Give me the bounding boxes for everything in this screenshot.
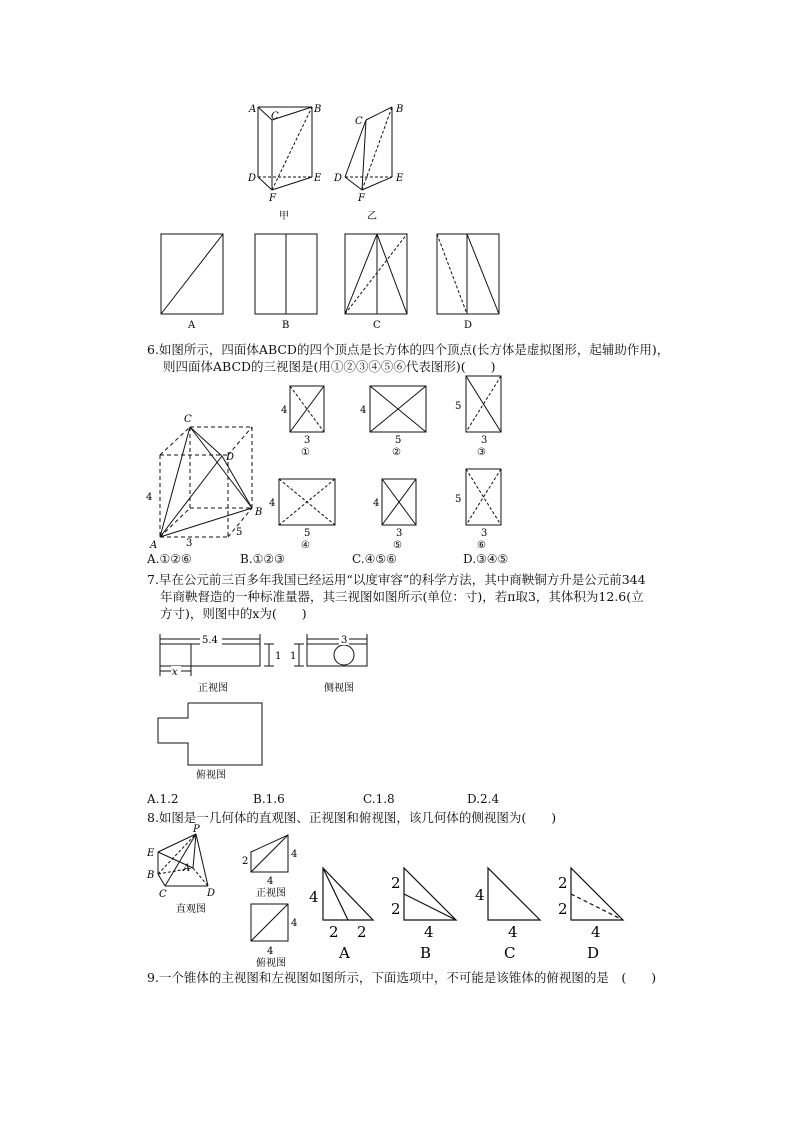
view-width: 3 (481, 435, 488, 446)
dimension-label: 1 (290, 651, 297, 662)
view-height: 4 (360, 405, 367, 416)
vertex-label: B (255, 507, 263, 518)
view-symbol: ⑤ (393, 540, 402, 551)
dimension-label: 2 (391, 874, 401, 892)
question-7-line-1: 7.早在公元前三百多年我国已经运用“以度审容”的科学方法，其中商鞅铜方升是公元前344 (147, 572, 646, 587)
question-8-line-1: 8.如图是一几何体的直观图、正视图和俯视图，该几何体的侧视图为( ) (147, 810, 557, 825)
vertex-label: D (226, 452, 235, 463)
dimension-label: 2 (558, 874, 568, 892)
view-width: 3 (396, 528, 403, 539)
view-caption: 俯视图 (196, 770, 226, 781)
dimension-label: 3 (341, 635, 348, 646)
q8-solid-figure (143, 822, 228, 917)
question-6-line-2: 则四面体ABCD的三视图是(用①②③④⑤⑥代表图形)( ) (163, 359, 496, 374)
view-caption: 正视图 (256, 888, 286, 899)
view-height: 4 (269, 498, 276, 509)
dimension-label: 4 (267, 876, 274, 887)
view-symbol: ① (301, 447, 310, 458)
vertex-label: C (159, 889, 167, 900)
view-height: 5 (455, 494, 462, 505)
q6-view-3 (453, 372, 508, 457)
view-symbol: ② (392, 447, 401, 458)
option-label: D (464, 320, 473, 331)
vertex-label: D (248, 173, 257, 184)
figure-caption: 甲 (279, 211, 289, 222)
view-caption: 俯视图 (256, 958, 286, 969)
vertex-label: A (249, 104, 257, 115)
q7-option-a: A.1.2 (147, 792, 179, 806)
view-caption: 侧视图 (324, 683, 354, 694)
vertex-label: A (150, 540, 158, 551)
q6-option-b: B.①②③ (240, 552, 285, 566)
q8-top-view (238, 900, 303, 970)
view-height: 4 (373, 498, 380, 509)
view-width: 5 (395, 435, 402, 446)
q5-figure-jia (240, 95, 330, 225)
dimension-label: 4 (291, 918, 298, 929)
vertex-label: F (269, 193, 276, 204)
q7-option-b: B.1.6 (253, 792, 285, 806)
vertex-label: B (147, 870, 155, 881)
question-9-line-1: 9.一个锥体的主视图和左视图如图所示，下面选项中，不可能是该锥体的俯视图的是 ( ) (147, 970, 657, 985)
choice-letter: C (504, 944, 516, 962)
dimension-label: 4 (309, 888, 319, 906)
dimension-label: 4 (146, 492, 153, 503)
question-7-line-2: 年商鞅督造的一种标准量器，其三视图如图所示(单位：寸)，若π取3，其体积为12.6(立 (160, 589, 644, 604)
q7-option-c: C.1.8 (363, 792, 395, 806)
q7-option-d: D.2.4 (467, 792, 500, 806)
dimension-label: 4 (508, 923, 518, 941)
q5-options (155, 230, 515, 335)
dimension-label: 4 (591, 923, 601, 941)
q8-front-view (238, 828, 303, 900)
dimension-label: 4 (424, 923, 434, 941)
choice-letter: A (339, 944, 350, 962)
question-7-line-3: 方寸)，则图中的x为( ) (160, 606, 307, 621)
vertex-label: D (334, 173, 343, 184)
view-height: 4 (281, 405, 288, 416)
dimension-label: 1 (275, 651, 282, 662)
view-width: 3 (481, 528, 488, 539)
q8-choice-a (305, 860, 380, 960)
view-symbol: ⑥ (477, 540, 486, 551)
vertex-label: P (193, 824, 200, 835)
vertex-label: F (358, 193, 365, 204)
q5-figure-yi (330, 95, 420, 225)
q6-view-5 (372, 475, 422, 555)
vertex-label: D (207, 888, 216, 899)
q6-cuboid-figure (140, 410, 270, 550)
choice-letter: D (587, 944, 600, 962)
vertex-label: E (147, 848, 155, 859)
vertex-label: B (314, 104, 322, 115)
dimension-label: 4 (291, 849, 298, 860)
q6-view-1 (280, 382, 330, 457)
option-label: C (373, 320, 381, 331)
view-width: 5 (304, 528, 311, 539)
view-height: 5 (455, 401, 462, 412)
dimension-label: 4 (475, 886, 485, 904)
dimension-label: 5.4 (202, 635, 218, 646)
vertex-label: B (396, 104, 404, 115)
option-label: B (282, 320, 290, 331)
dimension-label: 3 (186, 538, 193, 549)
q6-option-a: A.①②⑥ (147, 552, 192, 566)
view-width: 3 (304, 435, 311, 446)
dimension-label: 2 (329, 923, 339, 941)
vertex-label: E (314, 173, 322, 184)
dimension-label: 2 (391, 900, 401, 918)
vertex-label: C (271, 111, 279, 122)
option-label: A (188, 320, 196, 331)
choice-letter: B (420, 944, 432, 962)
q7-side-view (290, 630, 375, 695)
dimension-label: 5 (236, 527, 243, 538)
q6-view-2 (358, 382, 433, 457)
vertex-label: C (184, 414, 192, 425)
view-symbol: ④ (301, 540, 310, 551)
question-6-line-1: 6.如图所示，四面体ABCD的四个顶点是长方体的四个顶点(长方体是虚拟图形，起辅助作用)， (147, 342, 670, 357)
vertex-label: C (355, 116, 363, 127)
q8-choice-b (388, 860, 463, 960)
figure-caption: 乙 (367, 211, 377, 222)
dimension-label: 2 (357, 923, 367, 941)
q6-option-c: C.④⑤⑥ (352, 552, 397, 566)
view-caption: 正视图 (198, 683, 228, 694)
dimension-label: x (172, 667, 178, 678)
q6-view-4 (267, 475, 342, 555)
vertex-label: A (183, 863, 191, 874)
dimension-label: 2 (242, 856, 249, 867)
q6-view-6 (453, 465, 508, 555)
figure-caption: 直观图 (176, 904, 206, 915)
dimension-label: 4 (267, 946, 274, 957)
vertex-label: E (396, 173, 404, 184)
q7-front-view (150, 630, 285, 695)
q6-option-d: D.③④⑤ (463, 552, 509, 566)
dimension-label: 2 (558, 900, 568, 918)
q7-top-view (150, 695, 280, 785)
q8-choice-d (555, 860, 630, 960)
q8-choice-c (472, 860, 547, 960)
view-symbol: ③ (477, 447, 486, 458)
